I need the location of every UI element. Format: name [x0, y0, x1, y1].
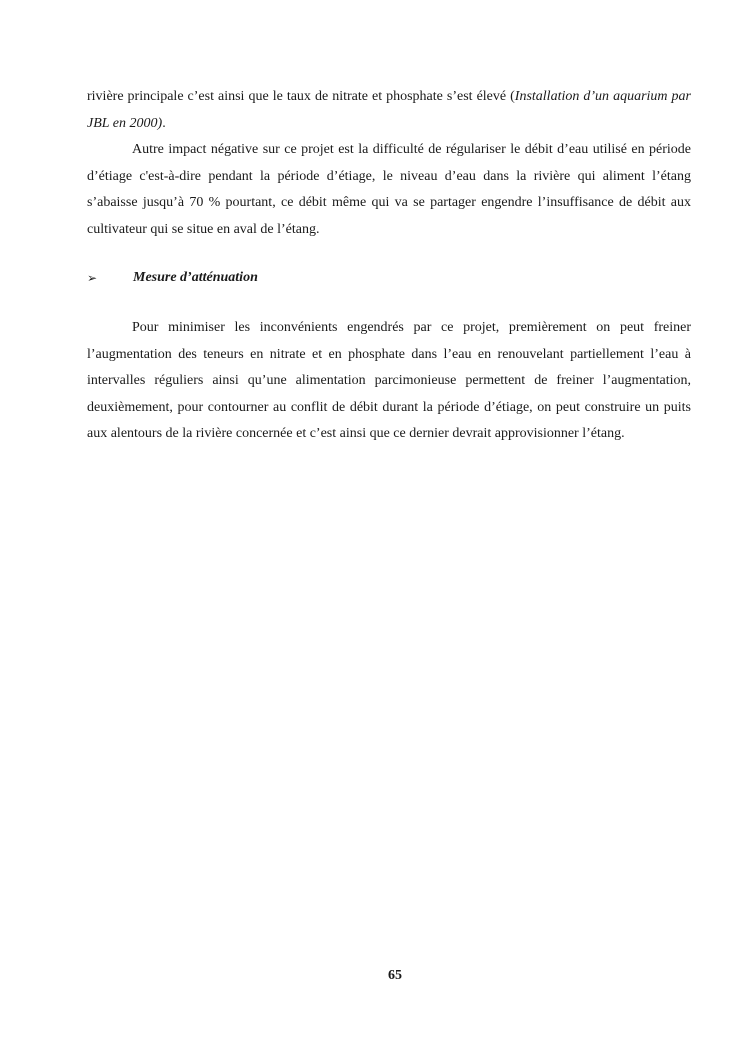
page-number: 65 — [388, 968, 402, 983]
section-heading-title: Mesure d’atténuation — [133, 270, 258, 285]
paragraph-continuation-end: . — [162, 115, 166, 131]
citation: Installation d’un aquarium par JBL en 2000) — [87, 89, 691, 131]
arrow-bullet-icon: ➢ — [87, 271, 98, 285]
paragraph-impact: Autre impact négative sur ce projet est la difficulté de régulariser le débit d’eau utilisé en période d’étiage c'est-à-dire pendant la période d’étiage, le niveau d’eau dans la rivière qui aliment l’étang s’abaisse jusqu’à 70 % pourtant, ce débit même qui va se partager engendre l’insuffisance de débit aux cultivateur qui se situe en aval de l’étang. — [87, 142, 691, 237]
paragraph-mitigation: Pour minimiser les inconvénients engendrés par ce projet, premièrement on peut freiner l’augmentation des teneurs en nitrate et en phosphate dans l’eau en renouvelant partiellement l’eau à intervalles réguliers ainsi qu’une alimentation parcimonieuse permettent de freiner l’augmentation, deuxièmement, pour contourner au conflit de débit durant la période d’étiage, on peut construire un puits aux alentours de la rivière concernée et c’est ainsi que ce dernier devrait approvisionner l’étang. — [87, 320, 691, 441]
body-text-bottom — [87, 315, 691, 448]
section-heading — [87, 265, 691, 291]
paragraph-continuation — [87, 84, 691, 137]
body-text-top — [87, 84, 691, 243]
paragraph-continuation-text: rivière principale c’est ainsi que le taux de nitrate et phosphate s’est élevé ( — [87, 89, 515, 104]
